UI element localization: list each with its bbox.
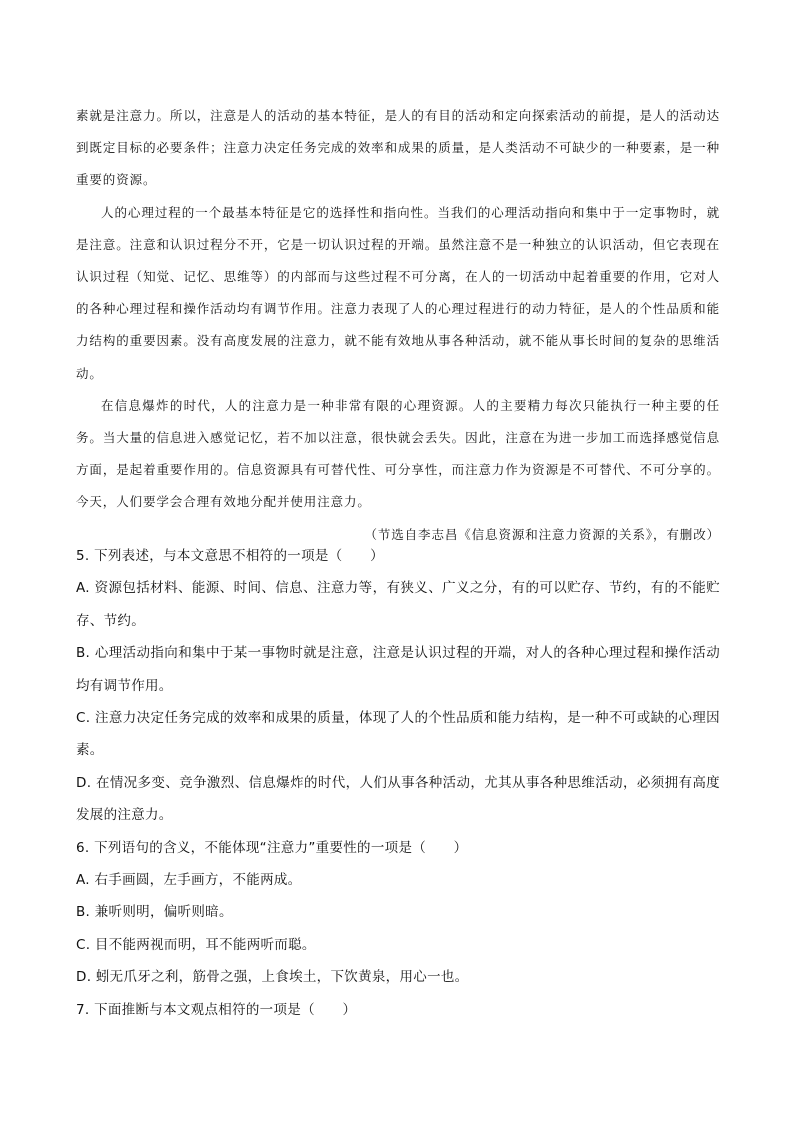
question-6-option-b: B. 兼听则明，偏听则暗。 [76,904,233,921]
passage-source: （节选自李志昌《信息资源和注意力资源的关系》，有删改） [364,526,720,542]
question-6-option-a: A. 右手画圆，左手画方，不能两成。 [76,872,302,889]
reading-passage [76,100,720,551]
passage-paragraph-3: 在信息爆炸的时代，人的注意力是一种非常有限的心理资源。人的主要精力每次只能执行一种主要的任务。当大量的信息进入感觉记忆，若不加以注意，很快就会丢失。因此，注意在为进一步加工而选择感觉信息方面，是起着重要作用的。信息资源具有可替代性、可分享性，而注意力作为资源是不可替代、不可分享的。今天，人们要学会合理有效地分配并使用注意力。 [76,397,720,510]
passage-paragraph-1: 素就是注意力。所以，注意是人的活动的基本特征，是人的有目的活动和定向探索活动的前提，是人的活动达到既定目标的必要条件；注意力决定任务完成的效率和成果的质量，是人类活动不可缺少的一种要素，是一种重要的资源。 [76,108,720,188]
question-7-stem: 7. 下面推断与本文观点相符的一项是（ ） [76,1001,357,1018]
question-6-stem: 6. 下列语句的含义，不能体现“注意力”重要性的一项是（ ） [76,839,468,856]
question-6-option-d: D. 蚓无爪牙之利，筋骨之强，上食埃土，下饮黄泉，用心一也。 [76,969,469,986]
question-5-option-a: A. 资源包括材料、能源、时间、信息、注意力等，有狭义、广义之分，有的可以贮存、节约，有的不能贮存、节约。 [76,580,720,629]
question-section [76,540,720,1026]
question-5-stem: 5. 下列表述，与本文意思不相符的一项是（ ） [76,548,384,564]
question-5-option-b: B. 心理活动指向和集中于某一事物时就是注意，注意是认识过程的开端，对人的各种心理过程和操作活动均有调节作用。 [76,645,720,694]
passage-paragraph-2: 人的心理过程的一个最基本特征是它的选择性和指向性。当我们的心理活动指向和集中于一定事物时，就是注意。注意和认识过程分不开，它是一切认识过程的开端。虽然注意不是一种独立的认识活动，但它表现在认识过程（知觉、记忆、思维等）的内部而与这些过程不可分离，在人的一切活动中起着重要的作用，它对人的各种心理过程和操作活动均有调节作用。注意力表现了人的心理过程进行的动力特征，是人的个性品质和能力结构的重要因素。没有高度发展的注意力，就不能有效地从事各种活动，就不能从事长时间的复杂的思维活动。 [76,204,720,381]
question-5-option-d: D. 在情况多变、竞争激烈、信息爆炸的时代，人们从事各种活动，尤其从事各种思维活动，必须拥有高度发展的注意力。 [76,774,720,824]
question-6-option-c: C. 目不能两视而明，耳不能两听而聪。 [76,936,316,953]
question-5-option-c: C. 注意力决定任务完成的效率和成果的质量，体现了人的个性品质和能力结构，是一种不可或缺的心理因素。 [76,710,720,759]
